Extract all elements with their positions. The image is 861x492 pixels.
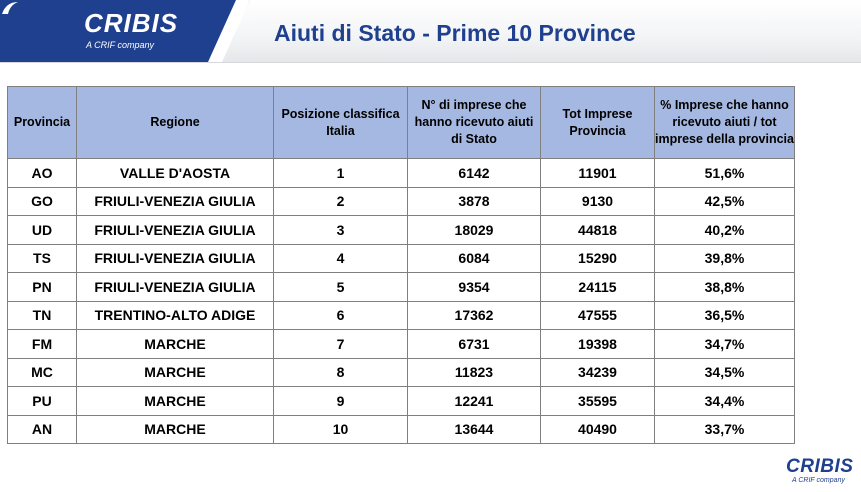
cell-imprese-aiuti: 6084 — [408, 244, 541, 273]
cell-tot-imprese: 44818 — [541, 216, 655, 245]
table-row — [8, 244, 795, 273]
cell-posizione: 9 — [274, 387, 408, 416]
cell-provincia: AO — [8, 159, 77, 188]
cell-posizione: 7 — [274, 330, 408, 359]
cell-provincia: MC — [8, 358, 77, 387]
logo-text: CRIBIS — [84, 8, 179, 38]
page-title: Aiuti di Stato - Prime 10 Province — [274, 20, 636, 46]
footer-cribis-logo — [774, 454, 858, 488]
cell-regione: TRENTINO-ALTO ADIGE — [77, 301, 274, 330]
cribis-logo — [0, 0, 250, 62]
column-header-regione: Regione — [77, 87, 274, 159]
cell-tot-imprese: 19398 — [541, 330, 655, 359]
cell-percentuale: 34,5% — [655, 358, 795, 387]
cell-tot-imprese: 47555 — [541, 301, 655, 330]
column-header-provincia: Provincia — [8, 87, 77, 159]
cell-percentuale: 42,5% — [655, 187, 795, 216]
cell-imprese-aiuti: 18029 — [408, 216, 541, 245]
cell-percentuale: 34,4% — [655, 387, 795, 416]
column-header-tot-imprese: Tot Imprese Provincia — [541, 87, 655, 159]
logo-swoosh-icon — [0, 0, 20, 16]
cell-imprese-aiuti: 6142 — [408, 159, 541, 188]
cell-imprese-aiuti: 9354 — [408, 273, 541, 302]
cell-posizione: 10 — [274, 415, 408, 444]
table-body — [8, 159, 795, 444]
footer-logo-text: CRIBIS — [786, 456, 854, 477]
cell-posizione: 8 — [274, 358, 408, 387]
footer-logo-subtitle: A CRIF company — [792, 477, 845, 484]
table-row — [8, 273, 795, 302]
cell-imprese-aiuti: 11823 — [408, 358, 541, 387]
cell-regione: VALLE D'AOSTA — [77, 159, 274, 188]
table-row — [8, 330, 795, 359]
table-row — [8, 216, 795, 245]
cell-provincia: PN — [8, 273, 77, 302]
cell-imprese-aiuti: 12241 — [408, 387, 541, 416]
cell-posizione: 5 — [274, 273, 408, 302]
cell-regione: MARCHE — [77, 330, 274, 359]
cell-tot-imprese: 11901 — [541, 159, 655, 188]
cell-percentuale: 40,2% — [655, 216, 795, 245]
table-row — [8, 301, 795, 330]
cell-provincia: TN — [8, 301, 77, 330]
cell-regione: FRIULI-VENEZIA GIULIA — [77, 187, 274, 216]
header-bar — [0, 0, 861, 63]
cell-regione: FRIULI-VENEZIA GIULIA — [77, 216, 274, 245]
cell-tot-imprese: 34239 — [541, 358, 655, 387]
province-table — [7, 86, 795, 444]
cell-tot-imprese: 15290 — [541, 244, 655, 273]
cell-regione: MARCHE — [77, 387, 274, 416]
cell-percentuale: 36,5% — [655, 301, 795, 330]
cell-posizione: 6 — [274, 301, 408, 330]
cell-imprese-aiuti: 6731 — [408, 330, 541, 359]
cell-tot-imprese: 35595 — [541, 387, 655, 416]
cell-regione: MARCHE — [77, 415, 274, 444]
table-row — [8, 387, 795, 416]
table-row — [8, 159, 795, 188]
table-row — [8, 358, 795, 387]
cell-posizione: 3 — [274, 216, 408, 245]
cell-regione: FRIULI-VENEZIA GIULIA — [77, 273, 274, 302]
cell-tot-imprese: 40490 — [541, 415, 655, 444]
cell-provincia: FM — [8, 330, 77, 359]
cell-posizione: 4 — [274, 244, 408, 273]
column-header-imprese-aiuti: N° di imprese che hanno ricevuto aiuti di Stato — [408, 87, 541, 159]
cell-imprese-aiuti: 17362 — [408, 301, 541, 330]
cell-percentuale: 33,7% — [655, 415, 795, 444]
cell-regione: MARCHE — [77, 358, 274, 387]
column-header-percentuale: % Imprese che hanno ricevuto aiuti / tot imprese della provincia — [655, 87, 795, 159]
cell-provincia: TS — [8, 244, 77, 273]
cell-tot-imprese: 24115 — [541, 273, 655, 302]
table-header-row — [8, 87, 795, 159]
column-header-posizione: Posizione classifica Italia — [274, 87, 408, 159]
cell-regione: FRIULI-VENEZIA GIULIA — [77, 244, 274, 273]
cell-percentuale: 38,8% — [655, 273, 795, 302]
cell-imprese-aiuti: 13644 — [408, 415, 541, 444]
cell-provincia: GO — [8, 187, 77, 216]
table-row — [8, 187, 795, 216]
cell-posizione: 2 — [274, 187, 408, 216]
cell-percentuale: 51,6% — [655, 159, 795, 188]
table-row — [8, 415, 795, 444]
cell-provincia: PU — [8, 387, 77, 416]
cell-percentuale: 39,8% — [655, 244, 795, 273]
cell-percentuale: 34,7% — [655, 330, 795, 359]
cell-tot-imprese: 9130 — [541, 187, 655, 216]
cell-provincia: UD — [8, 216, 77, 245]
cell-provincia: AN — [8, 415, 77, 444]
cell-posizione: 1 — [274, 159, 408, 188]
logo-subtitle: A CRIF company — [86, 40, 155, 50]
cell-imprese-aiuti: 3878 — [408, 187, 541, 216]
